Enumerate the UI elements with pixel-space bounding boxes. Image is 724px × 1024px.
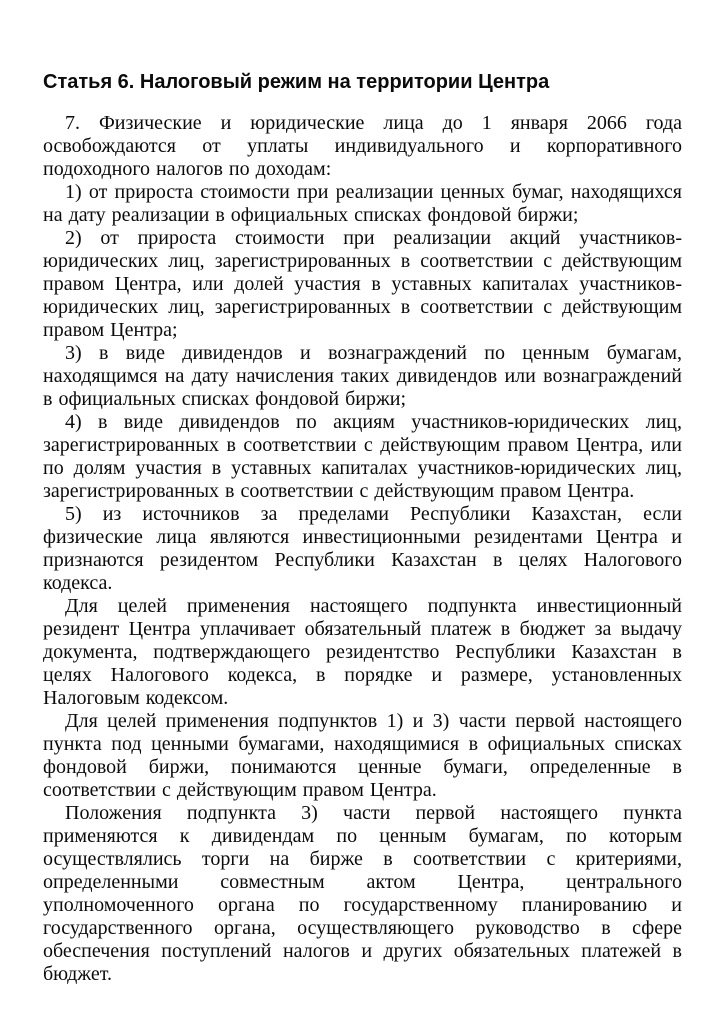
paragraph-securities-definition: Для целей применения подпунктов 1) и 3) части первой настоящего пункта под ценными бумагами, находящимися в официальных списках фондовой биржи, понимаются ценные бумаги, определенные в соответствии с действующим правом Центра. [43,710,682,801]
subparagraph-4: 4) в виде дивидендов по акциям участников-юридических лиц, зарегистрированных в соответствии с действующим правом Центра, или по долям участия в уставных капиталах участников-юридических лиц, зарегистрированных в соответствии с действующим правом Центра. [43,411,682,502]
paragraph-point-7: 7. Физические и юридические лица до 1 января 2066 года освобождаются от уплаты индивидуального и корпоративного подоходного налогов по доходам: [43,112,682,180]
article-title: Статья 6. Налоговый режим на территории Центра [43,71,550,93]
subparagraph-1: 1) от прироста стоимости при реализации ценных бумаг, находящихся на дату реализации в официальных списках фондовой биржи; [43,181,682,226]
subparagraph-5: 5) из источников за пределами Республики Казахстан, если физические лица являются инвестиционными резидентами Центра и признаются резидентом Республики Казахстан в целях Налогового кодекса. [43,503,682,594]
subparagraph-2: 2) от прироста стоимости при реализации акций участников-юридических лиц, зарегистрированных в соответствии с действующим правом Центра, или долей участия в уставных капиталах участников-юридических лиц, зарегистрированных в соответствии с действующим правом Центра; [43,227,682,341]
subparagraph-3: 3) в виде дивидендов и вознаграждений по ценным бумагам, находящимся на дату начисления таких дивидендов или вознаграждений в официальных списках фондовой биржи; [43,342,682,410]
paragraph-dividends-application: Положения подпункта 3) части первой настоящего пункта применяются к дивидендам по ценным бумагам, по которым осуществлялись торги на бирже в соответствии с критериями, определенными совместным актом Центра, центрального уполномоченного органа по государственному планированию и государственного органа, осуществляющего руководство в сфере обеспечения поступлений налогов и других обязательных платежей в бюджет. [43,802,682,985]
paragraph-investment-resident-payment: Для целей применения настоящего подпункта инвестиционный резидент Центра уплачивает обязательный платеж в бюджет за выдачу документа, подтверждающего резидентство Республики Казахстан в целях Налогового кодекса, в порядке и размере, установленных Налоговым кодексом. [43,595,682,709]
